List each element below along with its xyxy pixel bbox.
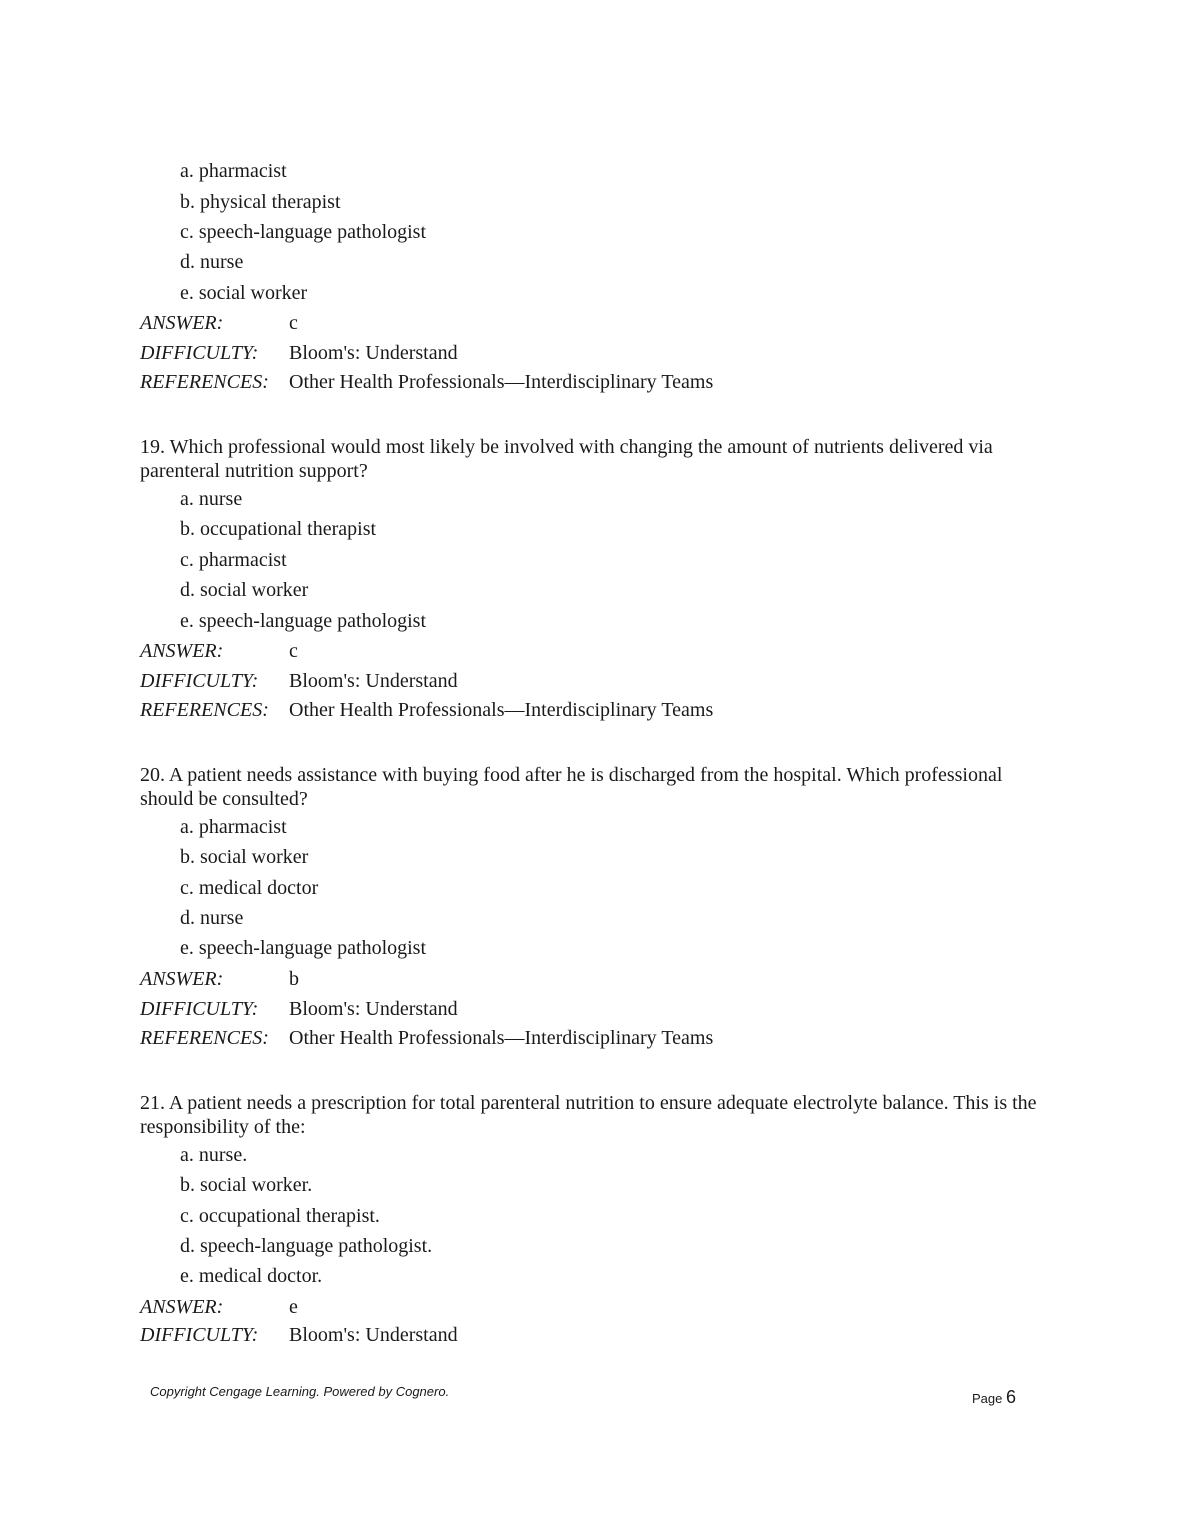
page-number: 6 [1006,1387,1017,1407]
option-d: d. nurse [180,907,244,929]
option-d: d. nurse [180,251,244,273]
footer-copyright: Copyright Cengage Learning. Powered by Cognero. [150,1384,450,1399]
option-c: c. pharmacist [180,549,287,571]
option-e: e. speech-language pathologist [180,610,427,632]
option-a: a. nurse. [180,1144,248,1166]
answer-label: ANSWER: [140,1296,224,1318]
option-e: e. medical doctor. [180,1265,323,1287]
difficulty-label: DIFFICULTY: [140,670,259,692]
option-e: e. social worker [180,282,308,304]
option-d: d. social worker [180,579,309,601]
question-text: 19. Which professional would most likely be involved with changing the amount of nutrients delivered via parenteral nutrition support? [140,436,993,482]
option-c: c. occupational therapist. [180,1205,380,1227]
option-c: c. medical doctor [180,877,319,899]
option-b: b. occupational therapist [180,518,377,540]
references-label: REFERENCES: [140,699,269,721]
option-e: e. speech-language pathologist [180,937,427,959]
option-b: b. social worker. [180,1174,313,1196]
difficulty-value: Bloom's: Understand [289,1324,458,1346]
option-b: b. physical therapist [180,191,341,213]
question-text: 21. A patient needs a prescription for total parenteral nutrition to ensure adequate electrolyte balance. This is the responsibility of the: [140,1092,1037,1138]
references-value: Other Health Professionals—Interdisciplinary Teams [289,371,714,393]
references-label: REFERENCES: [140,1027,269,1049]
option-a: a. nurse [180,488,243,510]
answer-label: ANSWER: [140,312,224,334]
difficulty-label: DIFFICULTY: [140,342,259,364]
references-value: Other Health Professionals—Interdisciplinary Teams [289,1027,714,1049]
option-c: c. speech-language pathologist [180,221,427,243]
difficulty-value: Bloom's: Understand [289,342,458,364]
answer-value: c [289,640,298,662]
page-label: Page [972,1391,1003,1406]
references-value: Other Health Professionals—Interdisciplinary Teams [289,699,714,721]
difficulty-label: DIFFICULTY: [140,998,259,1020]
answer-value: b [289,968,299,990]
option-a: a. pharmacist [180,816,287,838]
footer-page-number [972,1387,1016,1408]
answer-value: e [289,1296,298,1318]
answer-value: c [289,312,298,334]
difficulty-value: Bloom's: Understand [289,670,458,692]
question-text: 20. A patient needs assistance with buying food after he is discharged from the hospital. Which professional should be consulted? [140,764,1003,810]
option-a: a. pharmacist [180,160,287,182]
difficulty-value: Bloom's: Understand [289,998,458,1020]
option-d: d. speech-language pathologist. [180,1235,433,1257]
answer-label: ANSWER: [140,968,224,990]
difficulty-label: DIFFICULTY: [140,1324,259,1346]
answer-label: ANSWER: [140,640,224,662]
option-b: b. social worker [180,846,309,868]
references-label: REFERENCES: [140,371,269,393]
